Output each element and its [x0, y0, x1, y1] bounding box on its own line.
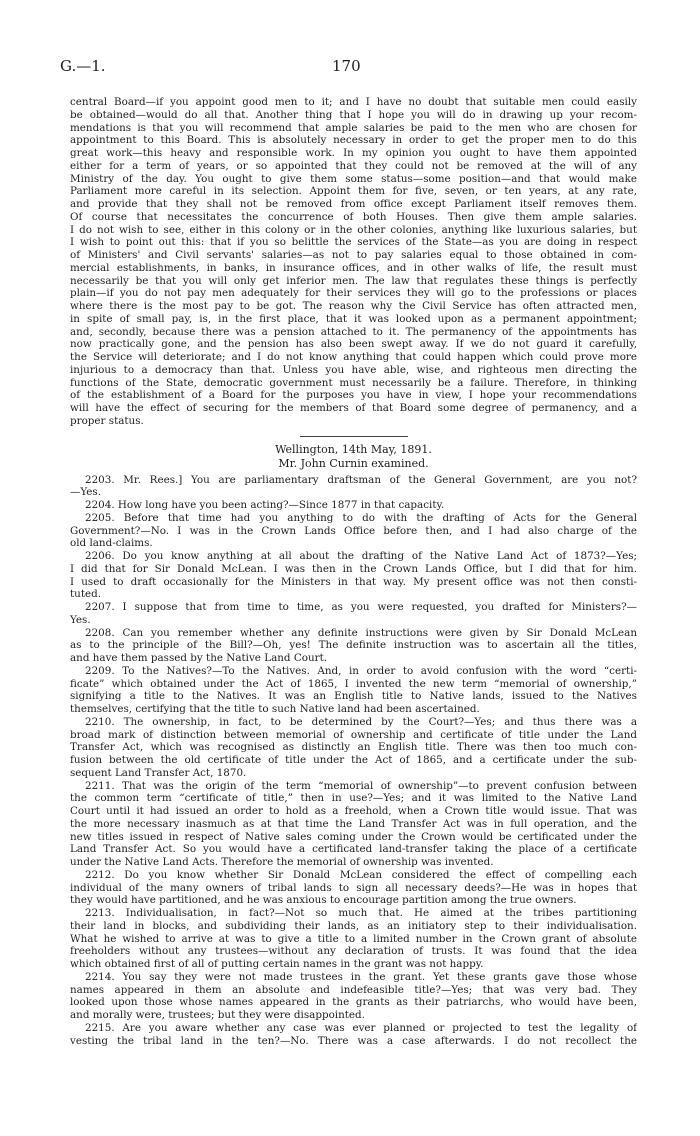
text-line: I used to draft occasionally for the Ministers in that way. My present office was not then consti-	[70, 575, 637, 588]
evidence-transcript	[70, 474, 637, 1048]
text-line: Parliament more careful in its selection. Appoint them for five, seven, or ten years, at any rate,	[70, 185, 637, 198]
text-line: the common term “certificate of title,” then in use?—Yes; and it was limited to the Native Land	[70, 792, 637, 805]
text-line: new titles issued in respect of Native sales coming under the Crown would be certificated under the	[70, 830, 637, 843]
text-line: fusion between the old certificate of title under the Act of 1865, and a certificate under the sub-	[70, 754, 637, 766]
page-header	[60, 57, 640, 77]
text-line: vesting the tribal land in the ten?—No. There was a case afterwards. I do not recollect the	[70, 1034, 637, 1047]
paper-reference: G.—1.	[60, 57, 106, 75]
text-line: freeholders without any trustees—without any declaration of trusts. It was found that the idea	[70, 945, 637, 958]
text-line: great work—this heavy and responsible work. In my opinion you ought to have them appointed	[70, 147, 637, 159]
text-line: old land-claims.	[70, 537, 153, 550]
text-line: 2210. The ownership, in fact, to be determined by the Court?—Yes; and thus there was a	[85, 715, 637, 728]
text-line: 2214. You say they were not made trustees in the grant. Yet these grants gave those whose	[85, 970, 637, 983]
text-line: of Ministers' and Civil servants' salaries—as not to pay salaries equal to those obtained in com-	[70, 249, 637, 261]
text-line: of the establishment of a Board for the purposes you have in view, I hope your recommendations	[70, 389, 637, 402]
page-body	[70, 96, 637, 1047]
text-line: be obtained—would do all that. Another thing that I hope you will do in drawing up your recom-	[70, 108, 637, 121]
text-line: 2208. Can you remember whether any definite instructions were given by Sir Donald McLean	[85, 626, 637, 639]
text-line: mendations is that you will recommend that ample salaries be paid to the men who are chosen for	[70, 121, 637, 134]
text-line: and provide that they shall not be removed from office except Parliament itself removes them.	[70, 198, 637, 210]
text-line: they would have partitioned, and he was anxious to encourage partition among the true owners.	[70, 894, 577, 907]
text-line: names appeared in them an absolute and indefeasible title?—Yes; that was very bad. They	[70, 983, 637, 996]
text-line: will have the effect of securing for the members of that Board some degree of permanency, and a	[70, 402, 637, 414]
text-line: signifying a title to the Natives. It was an English title to Native lands, issued to the Natives	[70, 690, 637, 703]
text-line: appointment to this Board. This is absolutely necessary in order to get the proper men to do this	[70, 134, 637, 147]
text-line: now practically gone, and the pension has also been swept away. If we do not guard it carefully,	[70, 338, 637, 351]
text-line: plain—if you do not pay men adequately for their services they will go to the professions or places	[70, 287, 637, 300]
text-line: mercial establishments, in banks, in insurance offices, and in other walks of life, the result must	[70, 261, 637, 274]
text-line: sequent Land Transfer Act, 1870.	[70, 766, 247, 779]
witness-heading: Mr. John Curnin examined.	[278, 456, 429, 470]
text-line: Ministry of the day. You ought to give them some status—some position—and that would make	[70, 172, 637, 185]
text-line: in spite of small pay, is, in the first place, that it was looked upon as a permanent appointment;	[70, 312, 637, 325]
text-line: broad mark of distinction between memorial of ownership and certificate of title under the Land	[70, 728, 637, 741]
text-line: under the Native Land Acts. Therefore the memorial of ownership was invented.	[70, 856, 494, 868]
text-line: Of course that necessitates the concurrence of both Houses. Then give them ample salaries.	[70, 210, 637, 223]
place-date-heading: Wellington, 14th May, 1891.	[275, 442, 432, 456]
text-line: as to the principle of the Bill?—Oh, yes! The definite instruction was to ascertain all the titles,	[70, 639, 637, 652]
text-line: and morally were, trustees; but they were disappointed.	[70, 1009, 365, 1021]
intro-paragraph	[70, 96, 637, 428]
text-line: tuted.	[70, 588, 102, 601]
text-line: I wish to point out this: that if you so belittle the services of the State—as you are doing in respect	[70, 236, 637, 249]
text-line: central Board—if you appoint good men to it; and I have no doubt that suitable men could easily	[70, 96, 637, 108]
text-line: 2205. Before that time had you anything to do with the drafting of Acts for the General	[85, 511, 637, 524]
text-line: either for a term of years, or so appointed that they could not be removed at the will of any	[70, 159, 637, 172]
text-line: Land Transfer Act. So you would have a certificated land-transfer taking the place of a certificate	[70, 843, 637, 856]
text-line: 2212. Do you know whether Sir Donald McLean considered the effect of compelling each	[85, 868, 637, 881]
text-line: themselves, certifying that the title to such Native land had been ascertained.	[70, 703, 480, 715]
text-line: functions of the State, democratic government must necessarily be a failure. Therefore, in thinking	[70, 376, 637, 389]
text-line: 2209. To the Natives?—To the Natives. And, in order to avoid confusion with the word “certi-	[85, 664, 637, 677]
text-line: Court until it had issued an order to hold as a freehold, when a Crown title would issue. That was	[70, 805, 637, 817]
text-line: Government?—No. I was in the Crown Lands Office before then, and I had also charge of the	[70, 524, 637, 537]
text-line: individual of the many owners of tribal lands to sign all necessary deeds?—He was in hopes that	[70, 881, 637, 894]
text-line: 2215. Are you aware whether any case was ever planned or projected to test the legality of	[85, 1021, 637, 1034]
text-line: and, secondly, because there was a pension attached to it. The permanency of the appointments has	[70, 325, 637, 338]
text-line: injurious to a democracy than that. Unless you have able, wise, and righteous men directing the	[70, 363, 637, 376]
text-line: Transfer Act, which was recognised as distinctly an English title. There was then too much con-	[70, 741, 637, 754]
text-line: which obtained first of all of putting certain names in the grant was not happy.	[70, 958, 484, 970]
text-line: looked upon those whose names appeared in the grants as their patriarchs, who would have been,	[70, 996, 637, 1009]
section-divider	[300, 436, 408, 437]
text-line: ficate” which obtained under the Act of 1865, I invented the new term “memorial of ownership,”	[70, 677, 637, 690]
text-line: where there is the most pay to be got. The reason why the Civil Service has often attracted men,	[70, 300, 637, 312]
text-line: their land in blocks, and subdividing their lands, as an initiatory step to their individualisation.	[70, 919, 637, 932]
text-line: the Service will deteriorate; and I do not know anything that could happen which could prove more	[70, 351, 637, 363]
text-line: 2207. I suppose that from time to time, as you were requested, you drafted for Ministers?—	[85, 601, 637, 613]
text-line: —Yes.	[70, 486, 101, 499]
text-line: proper status.	[70, 414, 144, 427]
text-line: I do not wish to see, either in this colony or in the other colonies, anything like luxurious salaries, but	[70, 223, 637, 236]
text-line: the more necessary inasmuch as at that time the Land Transfer Act was in full operation, and the	[70, 817, 637, 830]
text-line: 2203. Mr. Rees.] You are parliamentary draftsman of the General Government, are you not?	[85, 473, 637, 486]
text-line: 2206. Do you know anything at all about the drafting of the Native Land Act of 1873?—Yes;	[85, 550, 637, 562]
text-line: and have them passed by the Native Land Court.	[70, 652, 328, 664]
text-line: 2211. That was the origin of the term “memorial of ownership”—to prevent confusion between	[85, 779, 637, 792]
text-line: 2204. How long have you been acting?—Since 1877 in that capacity.	[85, 499, 445, 511]
text-line: I did that for Sir Donald McLean. I was then in the Crown Lands Office, but I did that for him.	[70, 562, 637, 575]
text-line: necessarily be that you will only get inferior men. The law that regulates these things is perfectly	[70, 274, 637, 287]
text-line: What he wished to arrive at was to give a title to a limited number in the Crown grant of absolute	[70, 932, 637, 945]
text-line: 2213. Individualisation, in fact?—Not so much that. He aimed at the tribes partitioning	[85, 907, 637, 919]
text-line: Yes.	[70, 613, 91, 626]
page-number: 170	[332, 57, 361, 75]
